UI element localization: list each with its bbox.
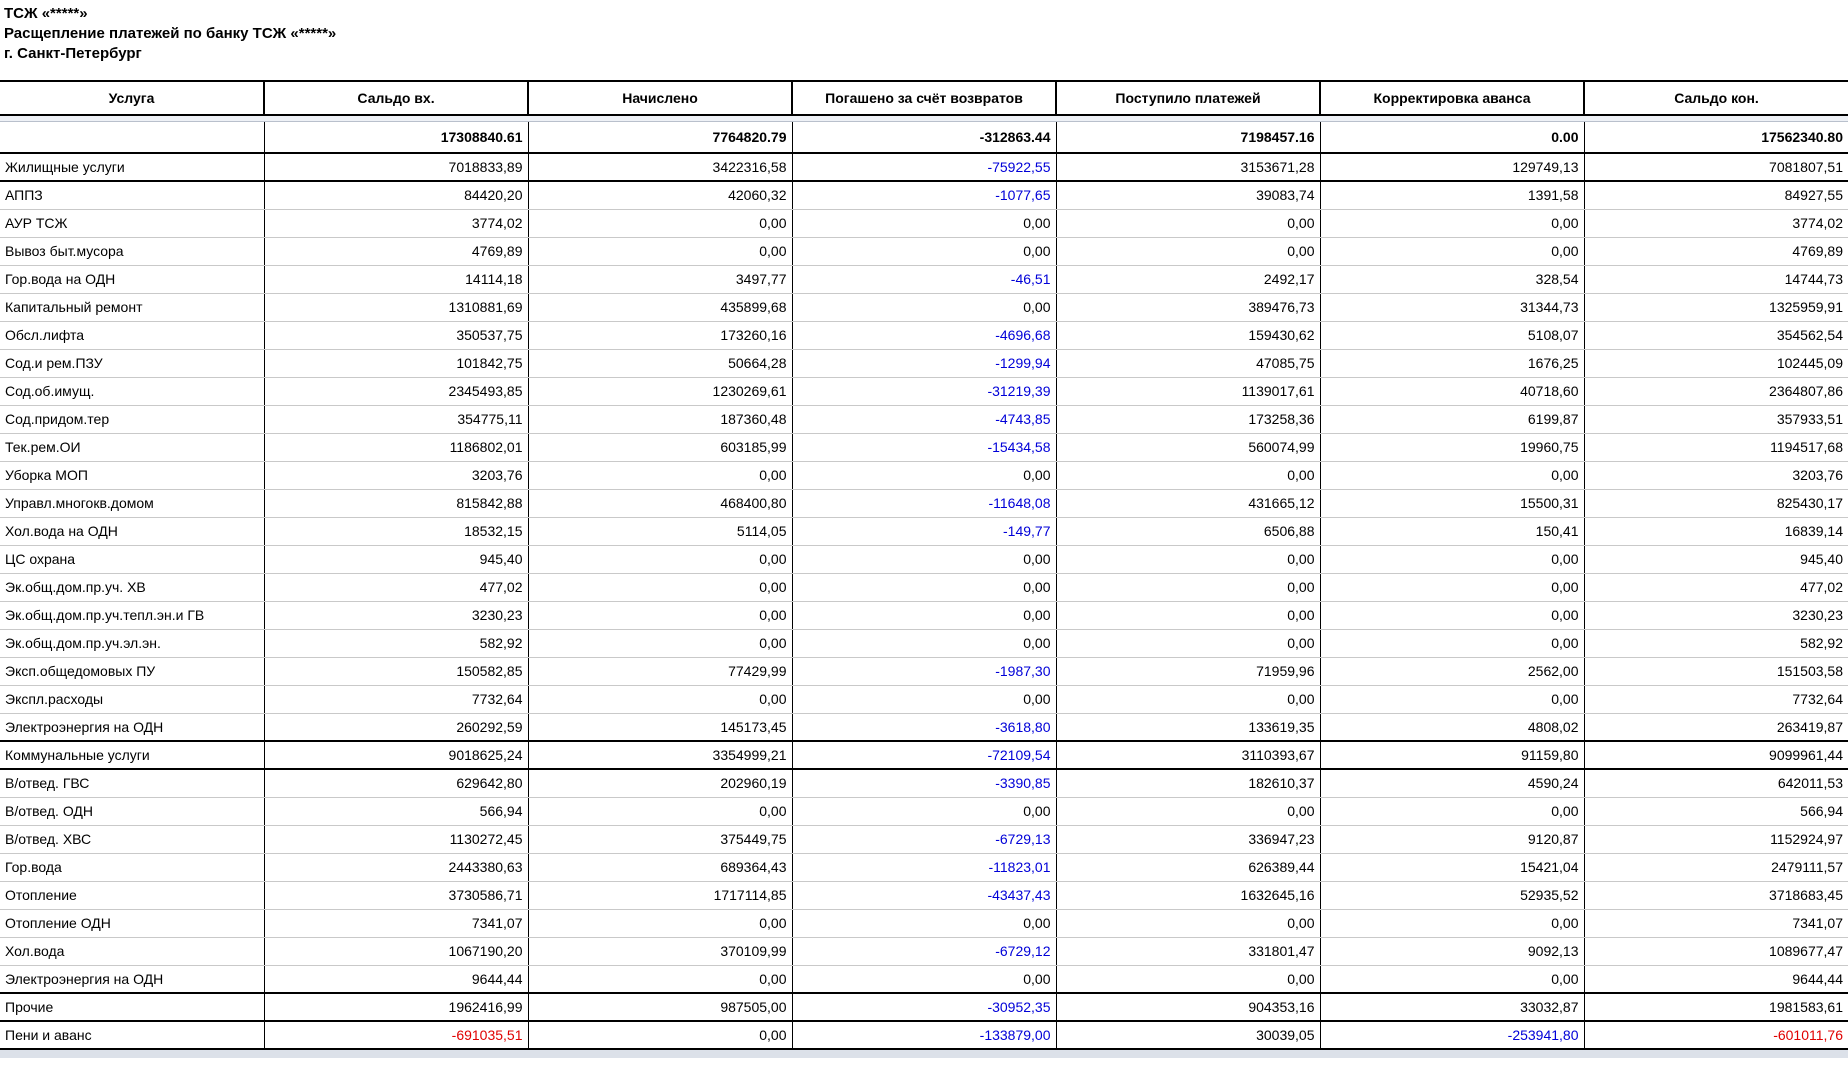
opening-balance-cell[interactable]: 3203,76 [264, 461, 528, 489]
service-cell[interactable]: Гор.вода на ОДН [0, 265, 264, 293]
table-row[interactable] [0, 433, 1848, 461]
accrued-cell[interactable]: 0,00 [528, 573, 792, 601]
accrued-cell[interactable]: 77429,99 [528, 657, 792, 685]
accrued-cell[interactable]: 0,00 [528, 545, 792, 573]
repaid-refunds-cell[interactable]: -75922,55 [792, 153, 1056, 181]
opening-balance-cell[interactable]: 3230,23 [264, 601, 528, 629]
payments-received-cell[interactable]: 133619,35 [1056, 713, 1320, 741]
table-body [0, 153, 1848, 1049]
repaid-refunds-cell[interactable]: -4743,85 [792, 405, 1056, 433]
payments-received-cell[interactable]: 30039,05 [1056, 1021, 1320, 1049]
bottom-edge-strip [0, 1050, 1848, 1058]
accrued-cell[interactable]: 435899,68 [528, 293, 792, 321]
advance-adjustment-cell[interactable]: 15500,31 [1320, 489, 1584, 517]
service-cell[interactable]: Сод.придом.тер [0, 405, 264, 433]
repaid-refunds-cell[interactable]: 0,00 [792, 545, 1056, 573]
advance-adjustment-cell[interactable]: 0,00 [1320, 909, 1584, 937]
table-row[interactable] [0, 657, 1848, 685]
closing-balance-cell[interactable]: 7341,07 [1584, 909, 1848, 937]
table-header-row [0, 81, 1848, 115]
payments-received-cell[interactable]: 0,00 [1056, 237, 1320, 265]
advance-adjustment-cell[interactable]: 129749,13 [1320, 153, 1584, 181]
table-row[interactable] [0, 629, 1848, 657]
advance-adjustment-cell[interactable]: 33032,87 [1320, 993, 1584, 1021]
closing-balance-cell[interactable]: 582,92 [1584, 629, 1848, 657]
column-header-repaid-refunds[interactable]: Погашено за счёт возвратов [792, 81, 1056, 115]
opening-balance-cell[interactable]: 1310881,69 [264, 293, 528, 321]
closing-balance-cell[interactable]: 102445,09 [1584, 349, 1848, 377]
payments-split-table [0, 80, 1848, 1050]
repaid-refunds-cell[interactable]: -1299,94 [792, 349, 1056, 377]
payments-received-cell[interactable]: 0,00 [1056, 573, 1320, 601]
advance-adjustment-cell[interactable]: 328,54 [1320, 265, 1584, 293]
opening-balance-cell[interactable]: 3730586,71 [264, 881, 528, 909]
advance-adjustment-cell[interactable]: 52935,52 [1320, 881, 1584, 909]
repaid-refunds-cell[interactable]: -1077,65 [792, 181, 1056, 209]
organization-name: ТСЖ «*****» [4, 5, 88, 22]
accrued-cell[interactable]: 202960,19 [528, 769, 792, 797]
payments-received-cell[interactable]: 3153671,28 [1056, 153, 1320, 181]
advance-adjustment-cell[interactable]: 150,41 [1320, 517, 1584, 545]
accrued-cell[interactable]: 0,00 [528, 1021, 792, 1049]
accrued-cell[interactable]: 468400,80 [528, 489, 792, 517]
opening-balance-cell[interactable]: 354775,11 [264, 405, 528, 433]
accrued-cell[interactable]: 1717114,85 [528, 881, 792, 909]
totals-value-cell[interactable]: 7198457.16 [1056, 121, 1320, 153]
opening-balance-cell[interactable]: 14114,18 [264, 265, 528, 293]
service-cell[interactable]: Эксп.общедомовых ПУ [0, 657, 264, 685]
table-row[interactable] [0, 573, 1848, 601]
table-row[interactable] [0, 769, 1848, 797]
service-cell[interactable]: В/отвед. ХВС [0, 825, 264, 853]
closing-balance-cell[interactable]: 477,02 [1584, 573, 1848, 601]
accrued-cell[interactable]: 0,00 [528, 797, 792, 825]
opening-balance-cell[interactable]: 1962416,99 [264, 993, 528, 1021]
repaid-refunds-cell[interactable]: -31219,39 [792, 377, 1056, 405]
accrued-cell[interactable]: 0,00 [528, 209, 792, 237]
advance-adjustment-cell[interactable]: 0,00 [1320, 629, 1584, 657]
service-cell[interactable]: Сод.об.имущ. [0, 377, 264, 405]
table-row[interactable] [0, 293, 1848, 321]
service-cell[interactable]: Отопление [0, 881, 264, 909]
advance-adjustment-cell[interactable]: 0,00 [1320, 601, 1584, 629]
totals-value-cell[interactable]: 7764820.79 [528, 121, 792, 153]
closing-balance-cell[interactable]: 1152924,97 [1584, 825, 1848, 853]
payments-received-cell[interactable]: 0,00 [1056, 629, 1320, 657]
service-cell[interactable]: Управл.многокв.домом [0, 489, 264, 517]
repaid-refunds-cell[interactable]: -149,77 [792, 517, 1056, 545]
service-cell[interactable]: АППЗ [0, 181, 264, 209]
payments-received-cell[interactable]: 1139017,61 [1056, 377, 1320, 405]
column-header-accrued[interactable]: Начислено [528, 81, 792, 115]
service-cell[interactable]: Хол.вода на ОДН [0, 517, 264, 545]
advance-adjustment-cell[interactable]: 1391,58 [1320, 181, 1584, 209]
opening-balance-cell[interactable]: 1067190,20 [264, 937, 528, 965]
advance-adjustment-cell[interactable]: 4808,02 [1320, 713, 1584, 741]
repaid-refunds-cell[interactable]: 0,00 [792, 573, 1056, 601]
service-cell[interactable]: Гор.вода [0, 853, 264, 881]
payments-received-cell[interactable]: 47085,75 [1056, 349, 1320, 377]
accrued-cell[interactable]: 0,00 [528, 237, 792, 265]
advance-adjustment-cell[interactable]: 4590,24 [1320, 769, 1584, 797]
table-row[interactable] [0, 321, 1848, 349]
repaid-refunds-cell[interactable]: 0,00 [792, 629, 1056, 657]
accrued-cell[interactable]: 0,00 [528, 461, 792, 489]
accrued-cell[interactable]: 0,00 [528, 909, 792, 937]
closing-balance-cell[interactable]: 14744,73 [1584, 265, 1848, 293]
advance-adjustment-cell[interactable]: 0,00 [1320, 545, 1584, 573]
table-row[interactable] [0, 265, 1848, 293]
table-row[interactable] [0, 965, 1848, 993]
repaid-refunds-cell[interactable]: -15434,58 [792, 433, 1056, 461]
closing-balance-cell[interactable]: 642011,53 [1584, 769, 1848, 797]
accrued-cell[interactable]: 145173,45 [528, 713, 792, 741]
repaid-refunds-cell[interactable]: -11823,01 [792, 853, 1056, 881]
column-header-advance-adjustment[interactable]: Корректировка аванса [1320, 81, 1584, 115]
service-cell[interactable]: Прочие [0, 993, 264, 1021]
service-cell[interactable]: Коммунальные услуги [0, 741, 264, 769]
table-row[interactable] [0, 405, 1848, 433]
repaid-refunds-cell[interactable]: -3390,85 [792, 769, 1056, 797]
closing-balance-cell[interactable]: 4769,89 [1584, 237, 1848, 265]
payments-received-cell[interactable]: 159430,62 [1056, 321, 1320, 349]
table-row[interactable] [0, 993, 1848, 1021]
closing-balance-cell[interactable]: 7732,64 [1584, 685, 1848, 713]
closing-balance-cell[interactable]: 2364807,86 [1584, 377, 1848, 405]
advance-adjustment-cell[interactable]: 9092,13 [1320, 937, 1584, 965]
closing-balance-cell[interactable]: 2479111,57 [1584, 853, 1848, 881]
opening-balance-cell[interactable]: 477,02 [264, 573, 528, 601]
accrued-cell[interactable]: 987505,00 [528, 993, 792, 1021]
service-cell[interactable]: В/отвед. ГВС [0, 769, 264, 797]
opening-balance-cell[interactable]: 7018833,89 [264, 153, 528, 181]
service-cell[interactable]: АУР ТСЖ [0, 209, 264, 237]
closing-balance-cell[interactable]: 151503,58 [1584, 657, 1848, 685]
opening-balance-cell[interactable]: 350537,75 [264, 321, 528, 349]
payments-received-cell[interactable]: 3110393,67 [1056, 741, 1320, 769]
advance-adjustment-cell[interactable]: 15421,04 [1320, 853, 1584, 881]
accrued-cell[interactable]: 603185,99 [528, 433, 792, 461]
opening-balance-cell[interactable]: 84420,20 [264, 181, 528, 209]
report-city: г. Санкт-Петербург [4, 45, 142, 62]
repaid-refunds-cell[interactable]: -133879,00 [792, 1021, 1056, 1049]
payments-received-cell[interactable]: 904353,16 [1056, 993, 1320, 1021]
opening-balance-cell[interactable]: 7341,07 [264, 909, 528, 937]
repaid-refunds-cell[interactable]: 0,00 [792, 909, 1056, 937]
closing-balance-cell[interactable]: 1981583,61 [1584, 993, 1848, 1021]
service-cell[interactable]: Уборка МОП [0, 461, 264, 489]
column-header-payments-received[interactable]: Поступило платежей [1056, 81, 1320, 115]
advance-adjustment-cell[interactable]: 2562,00 [1320, 657, 1584, 685]
service-cell[interactable]: ЦС охрана [0, 545, 264, 573]
opening-balance-cell[interactable]: 9644,44 [264, 965, 528, 993]
closing-balance-cell[interactable]: 945,40 [1584, 545, 1848, 573]
service-cell[interactable]: Тек.рем.ОИ [0, 433, 264, 461]
table-row[interactable] [0, 461, 1848, 489]
table-row[interactable] [0, 881, 1848, 909]
payments-received-cell[interactable]: 626389,44 [1056, 853, 1320, 881]
opening-balance-cell[interactable]: 9018625,24 [264, 741, 528, 769]
repaid-refunds-cell[interactable]: 0,00 [792, 601, 1056, 629]
table-row[interactable] [0, 545, 1848, 573]
repaid-refunds-cell[interactable]: -4696,68 [792, 321, 1056, 349]
column-header-closing-balance[interactable]: Сальдо кон. [1584, 81, 1848, 115]
service-cell[interactable]: Капитальный ремонт [0, 293, 264, 321]
totals-service-cell[interactable] [0, 121, 264, 153]
closing-balance-cell[interactable]: 354562,54 [1584, 321, 1848, 349]
repaid-refunds-cell[interactable]: -3618,80 [792, 713, 1056, 741]
accrued-cell[interactable]: 42060,32 [528, 181, 792, 209]
table-row[interactable] [0, 937, 1848, 965]
opening-balance-cell[interactable]: 2345493,85 [264, 377, 528, 405]
opening-balance-cell[interactable]: 3774,02 [264, 209, 528, 237]
payments-received-cell[interactable]: 182610,37 [1056, 769, 1320, 797]
opening-balance-cell[interactable]: 260292,59 [264, 713, 528, 741]
service-cell[interactable]: Электроэнергия на ОДН [0, 965, 264, 993]
closing-balance-cell[interactable]: 1194517,68 [1584, 433, 1848, 461]
accrued-cell[interactable]: 5114,05 [528, 517, 792, 545]
advance-adjustment-cell[interactable]: 0,00 [1320, 685, 1584, 713]
repaid-refunds-cell[interactable]: -6729,12 [792, 937, 1056, 965]
service-cell[interactable]: Эк.общ.дом.пр.уч.эл.эн. [0, 629, 264, 657]
opening-balance-cell[interactable]: 18532,15 [264, 517, 528, 545]
accrued-cell[interactable]: 0,00 [528, 629, 792, 657]
advance-adjustment-cell[interactable]: 19960,75 [1320, 433, 1584, 461]
repaid-refunds-cell[interactable]: 0,00 [792, 293, 1056, 321]
repaid-refunds-cell[interactable]: -46,51 [792, 265, 1056, 293]
service-cell[interactable]: Электроэнергия на ОДН [0, 713, 264, 741]
opening-balance-cell[interactable]: 582,92 [264, 629, 528, 657]
payments-received-cell[interactable]: 0,00 [1056, 965, 1320, 993]
service-cell[interactable]: Сод.и рем.ПЗУ [0, 349, 264, 377]
accrued-cell[interactable]: 3497,77 [528, 265, 792, 293]
service-cell[interactable]: Хол.вода [0, 937, 264, 965]
repaid-refunds-cell[interactable]: -72109,54 [792, 741, 1056, 769]
table-row[interactable] [0, 909, 1848, 937]
closing-balance-cell[interactable]: 9099961,44 [1584, 741, 1848, 769]
advance-adjustment-cell[interactable]: 91159,80 [1320, 741, 1584, 769]
accrued-cell[interactable]: 689364,43 [528, 853, 792, 881]
table-row[interactable] [0, 853, 1848, 881]
table-row[interactable] [0, 349, 1848, 377]
table-row[interactable] [0, 237, 1848, 265]
service-cell[interactable]: Отопление ОДН [0, 909, 264, 937]
service-cell[interactable]: Вывоз быт.мусора [0, 237, 264, 265]
repaid-refunds-cell[interactable]: 0,00 [792, 797, 1056, 825]
advance-adjustment-cell[interactable]: 1676,25 [1320, 349, 1584, 377]
accrued-cell[interactable]: 3354999,21 [528, 741, 792, 769]
payments-received-cell[interactable]: 1632645,16 [1056, 881, 1320, 909]
closing-balance-cell[interactable]: 1089677,47 [1584, 937, 1848, 965]
repaid-refunds-cell[interactable]: -43437,43 [792, 881, 1056, 909]
totals-value-cell[interactable]: 17562340.80 [1584, 121, 1848, 153]
repaid-refunds-cell[interactable]: 0,00 [792, 965, 1056, 993]
closing-balance-cell[interactable]: 3774,02 [1584, 209, 1848, 237]
opening-balance-cell[interactable]: 101842,75 [264, 349, 528, 377]
advance-adjustment-cell[interactable]: 0,00 [1320, 461, 1584, 489]
accrued-cell[interactable]: 187360,48 [528, 405, 792, 433]
closing-balance-cell[interactable]: 3718683,45 [1584, 881, 1848, 909]
repaid-refunds-cell[interactable]: -1987,30 [792, 657, 1056, 685]
closing-balance-cell[interactable]: 84927,55 [1584, 181, 1848, 209]
repaid-refunds-cell[interactable]: 0,00 [792, 461, 1056, 489]
advance-adjustment-cell[interactable]: 31344,73 [1320, 293, 1584, 321]
column-header-opening-balance[interactable]: Сальдо вх. [264, 81, 528, 115]
opening-balance-cell[interactable]: 629642,80 [264, 769, 528, 797]
payments-received-cell[interactable]: 0,00 [1056, 545, 1320, 573]
opening-balance-cell[interactable]: 566,94 [264, 797, 528, 825]
totals-row[interactable] [0, 121, 1848, 153]
payments-received-cell[interactable]: 431665,12 [1056, 489, 1320, 517]
payments-received-cell[interactable]: 0,00 [1056, 601, 1320, 629]
repaid-refunds-cell[interactable]: 0,00 [792, 209, 1056, 237]
table-row[interactable] [0, 181, 1848, 209]
table-row[interactable] [0, 685, 1848, 713]
closing-balance-cell[interactable]: 16839,14 [1584, 517, 1848, 545]
service-cell[interactable]: Пени и аванс [0, 1021, 264, 1049]
table-row[interactable] [0, 797, 1848, 825]
closing-balance-cell[interactable]: 9644,44 [1584, 965, 1848, 993]
opening-balance-cell[interactable]: 1130272,45 [264, 825, 528, 853]
closing-balance-cell[interactable]: 3230,23 [1584, 601, 1848, 629]
payments-received-cell[interactable]: 0,00 [1056, 461, 1320, 489]
closing-balance-cell[interactable]: 357933,51 [1584, 405, 1848, 433]
advance-adjustment-cell[interactable]: 0,00 [1320, 965, 1584, 993]
opening-balance-cell[interactable]: 1186802,01 [264, 433, 528, 461]
advance-adjustment-cell[interactable]: -253941,80 [1320, 1021, 1584, 1049]
repaid-refunds-cell[interactable]: -30952,35 [792, 993, 1056, 1021]
payments-received-cell[interactable]: 0,00 [1056, 209, 1320, 237]
accrued-cell[interactable]: 0,00 [528, 601, 792, 629]
opening-balance-cell[interactable]: 945,40 [264, 545, 528, 573]
report-title: Расщепление платежей по банку ТСЖ «*****» [4, 25, 337, 42]
payments-received-cell[interactable]: 0,00 [1056, 797, 1320, 825]
accrued-cell[interactable]: 370109,99 [528, 937, 792, 965]
advance-adjustment-cell[interactable]: 9120,87 [1320, 825, 1584, 853]
accrued-cell[interactable]: 50664,28 [528, 349, 792, 377]
service-cell[interactable]: Эк.общ.дом.пр.уч.тепл.эн.и ГВ [0, 601, 264, 629]
advance-adjustment-cell[interactable]: 0,00 [1320, 209, 1584, 237]
payments-received-cell[interactable]: 6506,88 [1056, 517, 1320, 545]
table-row[interactable] [0, 601, 1848, 629]
advance-adjustment-cell[interactable]: 5108,07 [1320, 321, 1584, 349]
accrued-cell[interactable]: 0,00 [528, 965, 792, 993]
accrued-cell[interactable]: 0,00 [528, 685, 792, 713]
table-row[interactable] [0, 825, 1848, 853]
payments-received-cell[interactable]: 2492,17 [1056, 265, 1320, 293]
table-row[interactable] [0, 377, 1848, 405]
table-row[interactable] [0, 209, 1848, 237]
totals-value-cell[interactable]: 0.00 [1320, 121, 1584, 153]
service-cell[interactable]: Обсл.лифта [0, 321, 264, 349]
repaid-refunds-cell[interactable]: 0,00 [792, 237, 1056, 265]
opening-balance-cell[interactable]: -691035,51 [264, 1021, 528, 1049]
report-title-block [0, 0, 1848, 80]
payments-received-cell[interactable]: 336947,23 [1056, 825, 1320, 853]
closing-balance-cell[interactable]: 7081807,51 [1584, 153, 1848, 181]
table-row[interactable] [0, 153, 1848, 181]
opening-balance-cell[interactable]: 150582,85 [264, 657, 528, 685]
table-row[interactable] [0, 1021, 1848, 1049]
service-cell[interactable]: Экспл.расходы [0, 685, 264, 713]
advance-adjustment-cell[interactable]: 0,00 [1320, 237, 1584, 265]
opening-balance-cell[interactable]: 2443380,63 [264, 853, 528, 881]
service-cell[interactable]: Эк.общ.дом.пр.уч. ХВ [0, 573, 264, 601]
totals-value-cell[interactable]: -312863.44 [792, 121, 1056, 153]
closing-balance-cell[interactable]: -601011,76 [1584, 1021, 1848, 1049]
totals-value-cell[interactable]: 17308840.61 [264, 121, 528, 153]
table-row[interactable] [0, 741, 1848, 769]
advance-adjustment-cell[interactable]: 40718,60 [1320, 377, 1584, 405]
payments-received-cell[interactable]: 389476,73 [1056, 293, 1320, 321]
opening-balance-cell[interactable]: 815842,88 [264, 489, 528, 517]
service-cell[interactable]: В/отвед. ОДН [0, 797, 264, 825]
accrued-cell[interactable]: 375449,75 [528, 825, 792, 853]
advance-adjustment-cell[interactable]: 6199,87 [1320, 405, 1584, 433]
table-row[interactable] [0, 517, 1848, 545]
advance-adjustment-cell[interactable]: 0,00 [1320, 797, 1584, 825]
payments-received-cell[interactable]: 71959,96 [1056, 657, 1320, 685]
service-cell[interactable]: Жилищные услуги [0, 153, 264, 181]
column-header-service[interactable]: Услуга [0, 81, 264, 115]
opening-balance-cell[interactable]: 7732,64 [264, 685, 528, 713]
payments-received-cell[interactable]: 173258,36 [1056, 405, 1320, 433]
closing-balance-cell[interactable]: 263419,87 [1584, 713, 1848, 741]
repaid-refunds-cell[interactable]: -11648,08 [792, 489, 1056, 517]
payments-received-cell[interactable]: 39083,74 [1056, 181, 1320, 209]
payments-received-cell[interactable]: 331801,47 [1056, 937, 1320, 965]
closing-balance-cell[interactable]: 3203,76 [1584, 461, 1848, 489]
repaid-refunds-cell[interactable]: 0,00 [792, 685, 1056, 713]
accrued-cell[interactable]: 1230269,61 [528, 377, 792, 405]
closing-balance-cell[interactable]: 1325959,91 [1584, 293, 1848, 321]
payments-received-cell[interactable]: 560074,99 [1056, 433, 1320, 461]
repaid-refunds-cell[interactable]: -6729,13 [792, 825, 1056, 853]
accrued-cell[interactable]: 3422316,58 [528, 153, 792, 181]
table-row[interactable] [0, 489, 1848, 517]
payments-received-cell[interactable]: 0,00 [1056, 909, 1320, 937]
table-row[interactable] [0, 713, 1848, 741]
advance-adjustment-cell[interactable]: 0,00 [1320, 573, 1584, 601]
accrued-cell[interactable]: 173260,16 [528, 321, 792, 349]
closing-balance-cell[interactable]: 566,94 [1584, 797, 1848, 825]
payments-received-cell[interactable]: 0,00 [1056, 685, 1320, 713]
closing-balance-cell[interactable]: 825430,17 [1584, 489, 1848, 517]
opening-balance-cell[interactable]: 4769,89 [264, 237, 528, 265]
